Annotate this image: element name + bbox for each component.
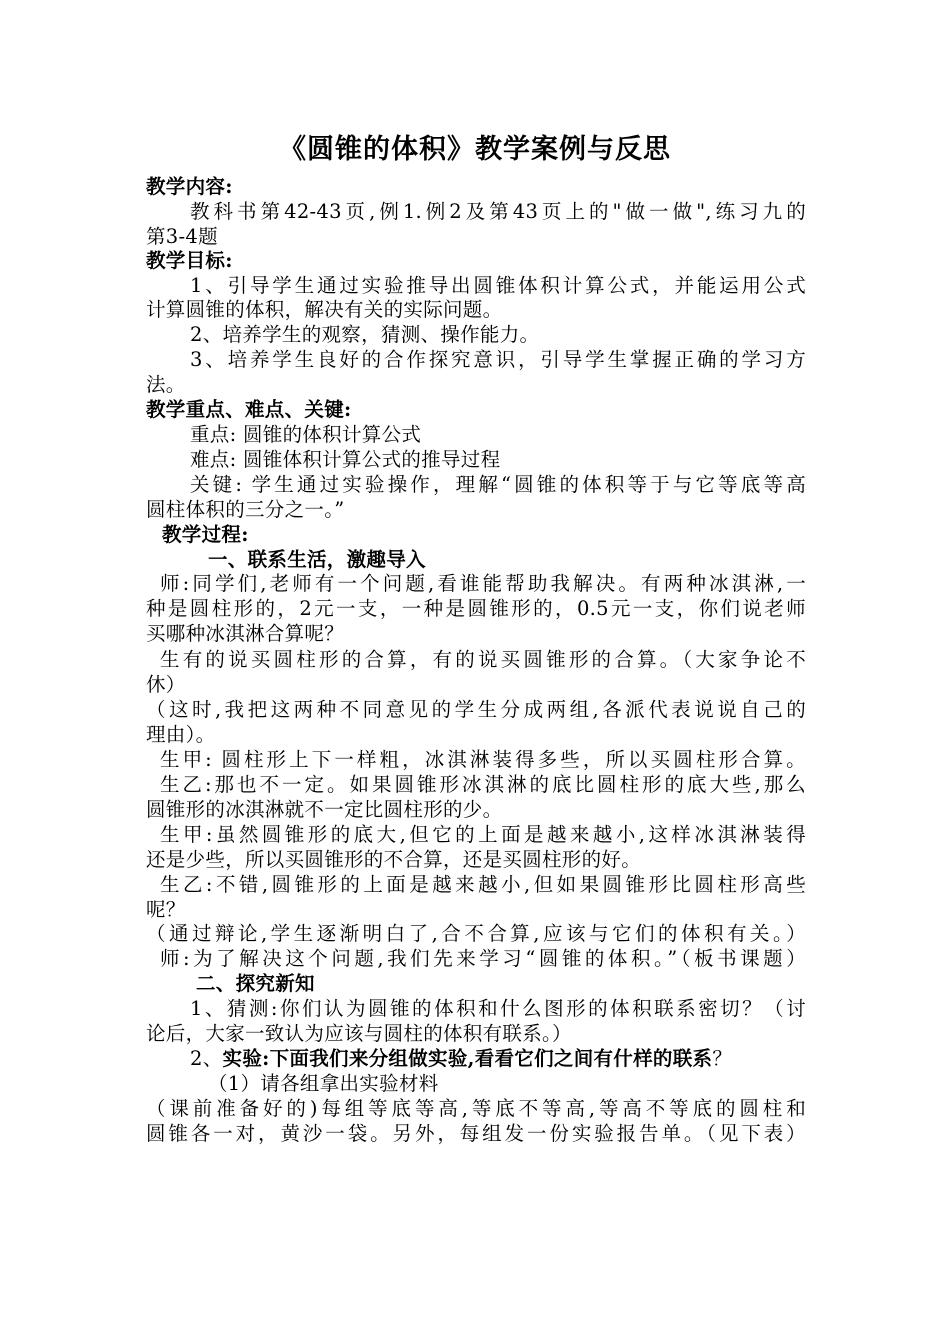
paragraph-line: 2、培养学生的观察，猜测、操作能力。 <box>190 323 540 346</box>
paragraph-line: 1、猜测:你们认为圆锥的体积和什么图形的体积联系密切？（讨 <box>190 997 806 1020</box>
paragraph-line: 理由）。 <box>146 723 216 746</box>
paragraph-line: 论后，大家一致认为应该与圆柱的体积有联系。） <box>146 1022 572 1045</box>
paragraph-line: 还是少些，所以买圆锥形的不合算，还是买圆柱形的好。 <box>146 848 642 871</box>
experiment-question-mark: ？ <box>712 1047 733 1070</box>
paragraph-line: 种是圆柱形的，2元一支，一种是圆锥形的，0.5元一支，你们说老师 <box>146 597 806 620</box>
experiment-heading <box>190 1047 850 1071</box>
paragraph-line: （课前准备好的)每组等底等高,等底不等高,等高不等底的圆柱和 <box>146 1097 806 1120</box>
paragraph-line: 圆锥形的冰淇淋就不一定比圆柱形的少。 <box>146 798 503 821</box>
paragraph-line: 生乙:不错,圆锥形的上面是越来越小,但如果圆锥形比圆柱形高些 <box>160 873 806 896</box>
paragraph-line: （这时,我把这两种不同意见的学生分成两组,各派代表说说自己的 <box>146 698 806 721</box>
paragraph-line: 师:同学们,老师有一个问题,看谁能帮助我解决。有两种冰淇淋,一 <box>160 572 806 595</box>
document-title: 《圆锥的体积》教学案例与反思 <box>279 134 671 165</box>
heading-teaching-content: 教学内容: <box>146 175 233 198</box>
paragraph-line: 1、引导学生通过实验推导出圆锥体积计算公式，并能运用公式 <box>190 274 806 297</box>
experiment-title: 实验:下面我们来分组做实验,看看它们之间有什样的联系 <box>222 1047 713 1070</box>
paragraph-line: 重点: 圆锥的体积计算公式 <box>190 423 422 446</box>
paragraph-line: 圆柱体积的三分之一。” <box>146 498 345 521</box>
section-heading-2: 二、探究新知 <box>196 972 315 995</box>
paragraph-line: 关键: 学生通过实验操作，理解“圆锥的体积等于与它等底等高 <box>190 473 806 496</box>
paragraph-line: 生甲: 圆柱形上下一样粗，冰淇淋装得多些，所以买圆柱形合算。 <box>160 748 806 771</box>
paragraph-line: （1）请各组拿出实验材料 <box>208 1072 439 1095</box>
paragraph-line: 难点: 圆锥体积计算公式的推导过程 <box>190 448 501 471</box>
paragraph-line: 教科书第42-43页,例1.例2及第43页上的"做一做",练习九的 <box>190 200 806 223</box>
paragraph-line: 呢？ <box>146 898 186 921</box>
paragraph-line: 第3-4题 <box>146 225 218 248</box>
heading-teaching-process: 教学过程: <box>162 523 249 546</box>
experiment-number: 2、 <box>190 1047 223 1070</box>
paragraph-line: （通过辩论,学生逐渐明白了,合不合算,应该与它们的体积有关。） <box>146 922 806 945</box>
heading-teaching-goals: 教学目标: <box>146 249 233 272</box>
section-heading-1: 一、联系生活，激趣导入 <box>208 548 426 571</box>
paragraph-line: 生甲:虽然圆锥形的底大,但它的上面是越来越小,这样冰淇淋装得 <box>160 823 806 846</box>
paragraph-line: 圆锥各一对，黄沙一袋。另外，每组发一份实验报告单。（见下表） <box>146 1122 806 1145</box>
paragraph-line: 3、培养学生良好的合作探究意识，引导学生掌握正确的学习方 <box>190 348 806 371</box>
paragraph-line: 法。 <box>146 373 186 396</box>
paragraph-line: 计算圆锥的体积，解决有关的实际问题。 <box>146 298 503 321</box>
paragraph-line: 休） <box>146 673 186 696</box>
paragraph-line: 买哪种冰淇淋合算呢？ <box>146 622 345 645</box>
paragraph-line: 师:为了解决这个问题,我们先来学习“圆锥的体积。”（板书课题） <box>160 947 806 970</box>
paragraph-line: 生有的说买圆柱形的合算，有的说买圆锥形的合算。（大家争论不 <box>160 648 806 671</box>
heading-key-points: 教学重点、难点、关键: <box>146 398 352 421</box>
paragraph-line: 生乙:那也不一定。如果圆锥形冰淇淋的底比圆柱形的底大些,那么 <box>160 773 806 796</box>
